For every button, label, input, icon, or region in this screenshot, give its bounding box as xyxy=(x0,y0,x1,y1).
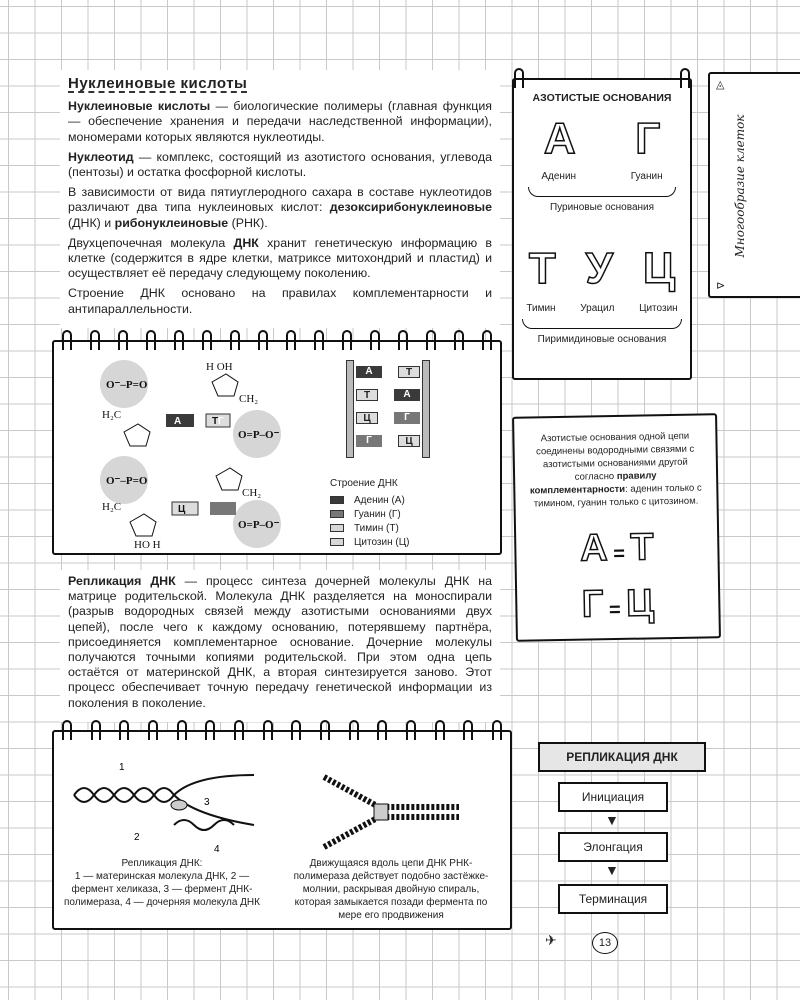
flow-step-elongation: Элонгация xyxy=(558,832,668,862)
nucleotide-chain-diagram xyxy=(94,352,294,552)
spiral-binding xyxy=(62,720,502,740)
svg-text:3: 3 xyxy=(204,797,210,808)
flow-step-initiation: Инициация xyxy=(558,782,668,812)
svg-text:Ц: Ц xyxy=(178,504,186,515)
pair-illustration: А = Т Г = Ц xyxy=(579,526,655,626)
paragraph: В зависимости от вида пятиуглеродного сахара в составе нуклеотидов различают два типа нуклеиновых кислот: дезоксирибонуклеиновые (ДНК) и рибонуклеиновые (РНК). xyxy=(68,185,492,230)
zipper-illustration xyxy=(319,772,469,852)
zipper-caption: Движущаяся вдоль цепи ДНК РНК-полимераза действует подобно застёжке-молнии, раскрывая двойную спираль, которая замыкается позади фермента по мере его продвижения xyxy=(293,858,489,921)
paragraph: Строение ДНК основано на правилах комплементарности и антипараллельности. xyxy=(68,286,492,316)
pair-row: Т А xyxy=(356,389,420,412)
brace xyxy=(522,319,682,329)
guanine-character: Г xyxy=(635,114,661,163)
replication-diagram xyxy=(64,760,264,855)
svg-text:1: 1 xyxy=(119,762,125,773)
paragraph: Нуклеотид — комплекс, состоящий из азотистого основания, углевода (пентозы) и остатка фосфорной кислоты. xyxy=(68,149,492,180)
pyrimidines-label: Пиримидиновые основания xyxy=(537,334,667,345)
svg-text:O⁻–P=O: O⁻–P=O xyxy=(106,379,148,391)
cytosine-character: Ц xyxy=(642,244,676,293)
replication-caption: Репликация ДНК: 1 — материнская молекула ДНК, 2 — фермент хеликаза, 3 — фермент ДНК-полимераза, 4 — дочерняя молекула ДНК xyxy=(64,858,260,908)
pair-row: Ц Г xyxy=(356,412,420,435)
page-number: 13 xyxy=(592,932,618,954)
legend-item: Тимин (Т) xyxy=(330,522,409,536)
svg-text:CH₂: CH₂ xyxy=(242,487,262,499)
play-icon: ⊳ xyxy=(716,280,726,292)
legend-title: Строение ДНК xyxy=(330,478,398,489)
pyrimidine-names: Тимин Урацил Цитозин xyxy=(526,303,678,314)
flow-title: РЕПЛИКАЦИЯ ДНК xyxy=(538,742,706,772)
nitrogen-bases-card xyxy=(512,78,692,380)
purine-names: Аденин Гуанин xyxy=(541,171,663,182)
pair-row: Г Ц xyxy=(356,435,420,458)
purine-letters xyxy=(514,114,690,170)
section-title: Нуклеиновые кислоты xyxy=(68,75,248,92)
pair-row: А Т xyxy=(356,366,420,389)
svg-text:Г: Г xyxy=(218,416,224,427)
dna-structure-card xyxy=(52,340,502,555)
brace xyxy=(528,187,676,197)
legend-item: Аденин (А) xyxy=(330,494,409,508)
card-title: АЗОТИСТЫЕ ОСНОВАНИЯ xyxy=(532,92,672,104)
svg-text:O=P–O⁻: O=P–O⁻ xyxy=(238,429,280,441)
svg-text:4: 4 xyxy=(214,844,220,855)
svg-text:2: 2 xyxy=(134,832,140,843)
note-text: Азотистые основания одной цепи соединены водородными связями с азотистыми основаниями другой согласно правилу комплементарности: аденин только с тимином, гуанин только с цитозином. xyxy=(529,430,702,510)
replication-figure-card xyxy=(52,730,512,930)
pyrimidine-letters xyxy=(514,244,690,302)
svg-text:HO H: HO H xyxy=(134,539,161,551)
spiral-binding xyxy=(62,330,492,350)
thymine-character: Т xyxy=(528,244,556,293)
svg-text:O⁻–P=O: O⁻–P=O xyxy=(106,475,148,487)
svg-text:Т: Т xyxy=(212,416,219,427)
svg-text:H₂C: H₂C xyxy=(102,501,122,513)
triangle-up-icon: ◬ xyxy=(716,79,725,91)
flow-step-termination: Терминация xyxy=(558,884,668,914)
chapter-tab[interactable] xyxy=(708,72,800,298)
adenine-character: А xyxy=(543,114,576,163)
replication-text xyxy=(60,570,500,722)
paragraph: Двухцепочечная молекула ДНК хранит генетическую информацию в клетке (содержится в ядре клетки, матриксе митохондрий и пластид) и осуществляет её передачу следующему поколению. xyxy=(68,235,492,281)
purines-label: Пуриновые основания xyxy=(549,202,655,213)
svg-text:O=P–O⁻: O=P–O⁻ xyxy=(238,519,280,531)
svg-text:H₂C: H₂C xyxy=(102,409,122,421)
arrow-down-icon: ▼ xyxy=(605,812,619,828)
base-pairs-ladder xyxy=(346,360,430,458)
complementarity-note xyxy=(512,413,721,642)
chapter-tab-label: Многообразие клеток xyxy=(733,114,747,258)
legend-item: Гуанин (Г) xyxy=(330,508,409,522)
svg-text:H OH: H OH xyxy=(206,361,233,373)
paper-plane-icon: ✈ xyxy=(545,932,557,948)
legend-item: Цитозин (Ц) xyxy=(330,536,409,550)
arrow-down-icon: ▼ xyxy=(605,862,619,878)
paragraph: Нуклеиновые кислоты — биологические полимеры (главная функция — обеспечение хранения и передачи наследственной информации), мономерами которых являются нуклеотиды. xyxy=(68,99,492,144)
svg-text:А: А xyxy=(174,416,182,427)
uracil-character: У xyxy=(585,244,614,293)
svg-text:CH₂: CH₂ xyxy=(239,393,259,405)
paragraph: Репликация ДНК — процесс синтеза дочерней молекулы ДНК на матрице родительской. Молекула ДНК разделяется на моноспирали (разрыв водородных связей между азотистыми основаниями двух цепей), после чего к каждому основанию, потерявшему партнёра, присоединяется комплементарное основание. Дочерние молекулы получаются точными копиями родительской. При этом одна цепь остаётся от материнской ДНК, а вторая синтезируется заново. Этот процесс обеспечивает точную передачу генетической информации из поколения в поколение. xyxy=(68,574,492,710)
dna-legend xyxy=(330,477,409,550)
intro-text xyxy=(60,70,500,328)
